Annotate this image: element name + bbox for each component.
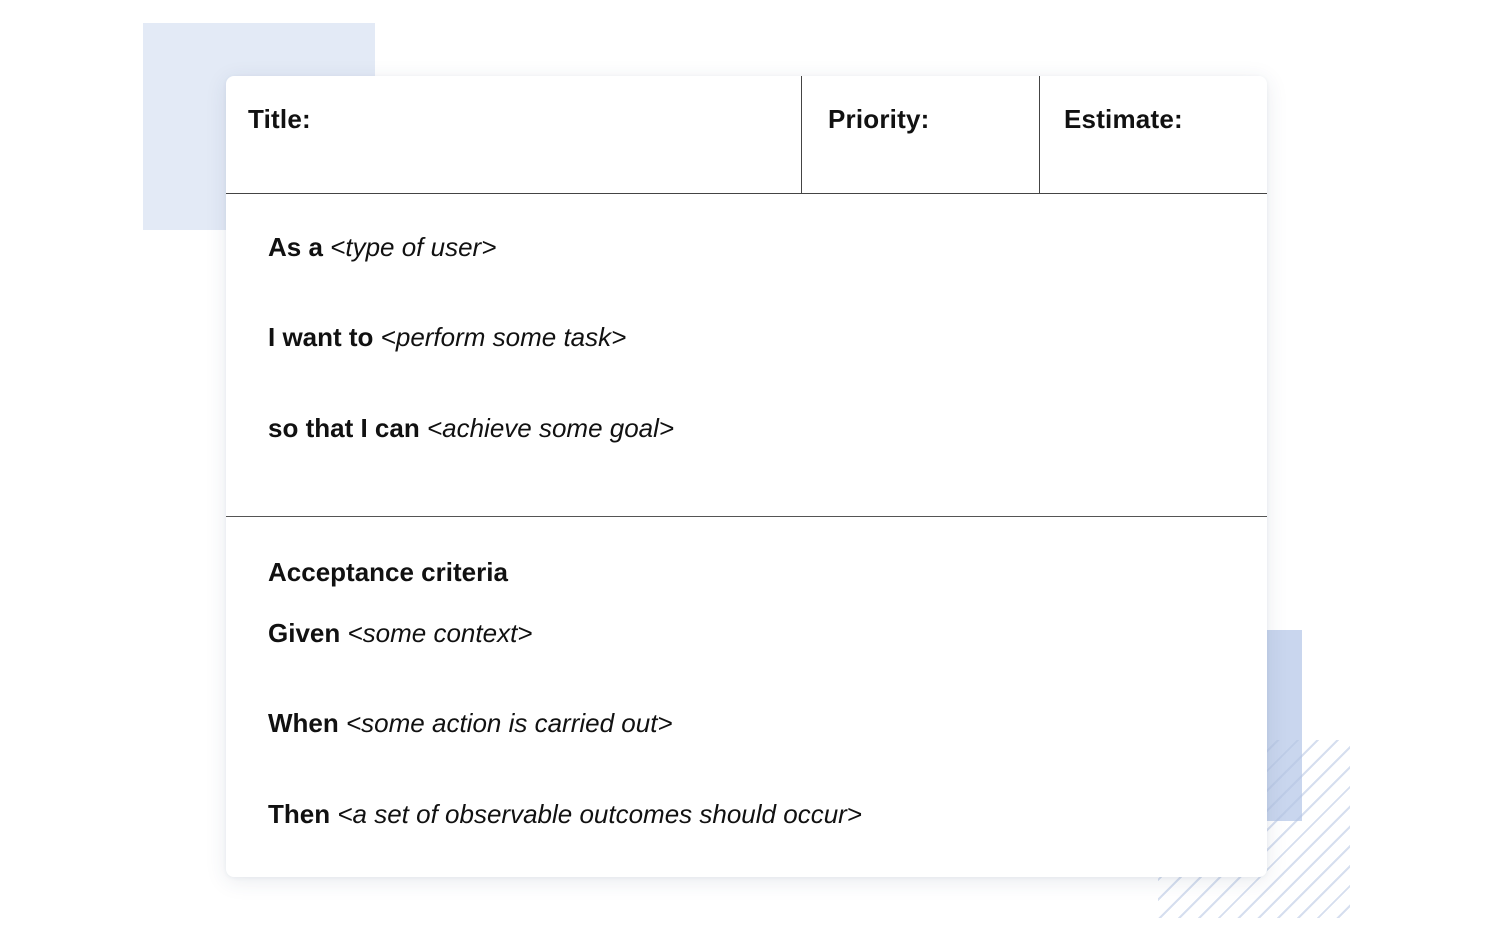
story-keyword: so that I can — [268, 413, 420, 443]
estimate-cell[interactable] — [1040, 76, 1267, 193]
story-line-goal — [268, 413, 674, 444]
story-keyword: I want to — [268, 322, 374, 352]
card-header-row — [226, 76, 1267, 194]
story-placeholder: <achieve some goal> — [426, 413, 675, 443]
criteria-keyword: When — [268, 708, 339, 738]
criteria-line-when — [268, 708, 673, 739]
acceptance-criteria-section — [226, 517, 1267, 877]
criteria-placeholder: <a set of observable outcomes should occur> — [337, 799, 862, 829]
criteria-keyword: Given — [268, 618, 341, 648]
priority-cell[interactable] — [802, 76, 1040, 193]
criteria-line-given — [268, 618, 532, 649]
estimate-label: Estimate: — [1064, 104, 1183, 134]
criteria-keyword: Then — [268, 799, 331, 829]
acceptance-criteria-heading: Acceptance criteria — [268, 557, 508, 587]
user-story-section — [226, 194, 1267, 517]
criteria-line-then — [268, 799, 862, 830]
story-placeholder: <type of user> — [330, 232, 497, 262]
criteria-placeholder: <some context> — [347, 618, 533, 648]
story-placeholder: <perform some task> — [380, 322, 627, 352]
user-story-card — [226, 76, 1267, 877]
title-label: Title: — [248, 104, 311, 134]
priority-label: Priority: — [828, 104, 930, 134]
story-keyword: As a — [268, 232, 323, 262]
criteria-placeholder: <some action is carried out> — [346, 708, 673, 738]
story-line-task — [268, 322, 626, 353]
story-line-role — [268, 232, 496, 263]
title-cell[interactable] — [226, 76, 802, 193]
